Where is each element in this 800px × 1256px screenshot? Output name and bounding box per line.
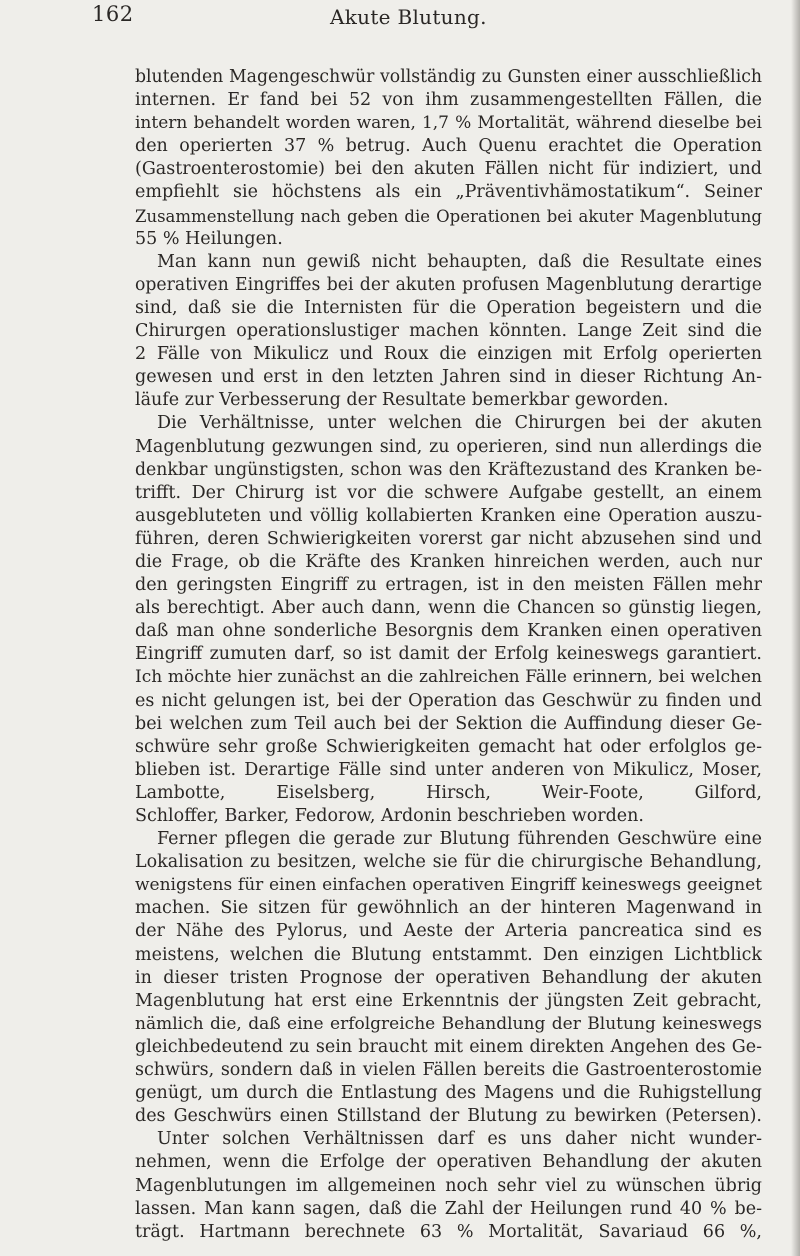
- text-line: schwüre sehr große Schwierigkeiten gemacht hat oder erfolglos ge-: [135, 736, 762, 757]
- body-text: [135, 66, 762, 1244]
- text-line: den geringsten Eingriff zu ertragen, ist in den meisten Fällen mehr: [135, 575, 762, 596]
- running-head: Akute Blutung.: [330, 5, 487, 29]
- text-line: bei welchen zum Teil auch bei der Sektion die Auffindung dieser Ge-: [135, 713, 762, 734]
- text-line: Ich möchte hier zunächst an die zahlreichen Fälle erinnern, bei welchen: [135, 667, 762, 688]
- text-line: Magenblutungen im allgemeinen noch sehr viel zu wünschen übrig: [135, 1175, 762, 1196]
- text-line: sind, daß sie die Internisten für die Operation begeistern und die: [135, 297, 762, 318]
- page-edge-shadow: [791, 0, 800, 1256]
- text-line: Unter solchen Verhältnissen darf es uns daher nicht wunder-: [157, 1129, 762, 1150]
- text-line: machen. Sie sitzen für gewöhnlich an der hinteren Magenwand in: [135, 898, 762, 919]
- text-line: nehmen, wenn die Erfolge der operativen Behandlung der akuten: [135, 1152, 762, 1173]
- text-line: läufe zur Verbesserung der Resultate bemerkbar geworden.: [135, 390, 669, 411]
- text-line: Lambotte, Eiselsberg, Hirsch, Weir-Foote, Gilford,: [135, 782, 762, 803]
- text-line: ausgebluteten und völlig kollabierten Kranken eine Operation auszu-: [135, 505, 762, 526]
- text-line: gleichbedeutend zu sein braucht mit einem direkten Angehen des Ge-: [135, 1036, 762, 1057]
- text-line: Eingriff zumuten darf, so ist damit der Erfolg keineswegs garantiert.: [135, 644, 762, 665]
- text-line: schwürs, sondern daß in vielen Fällen bereits die Gastroenterostomie: [135, 1060, 762, 1081]
- text-line: genügt, um durch die Entlastung des Magens und die Ruhigstellung: [135, 1083, 762, 1104]
- text-line: wenigstens für einen einfachen operativen Eingriff keineswegs geeignet: [135, 875, 762, 896]
- text-line: führen, deren Schwierigkeiten vorerst gar nicht abzusehen sind und: [135, 528, 762, 549]
- text-line: meistens, welchen die Blutung entstammt. Den einzigen Lichtblick: [135, 944, 762, 965]
- text-line: intern behandelt worden waren, 1,7 % Mortalität, während dieselbe bei: [135, 113, 762, 134]
- text-line: es nicht gelungen ist, bei der Operation das Geschwür zu finden und: [135, 690, 762, 711]
- text-line: Magenblutung hat erst eine Erkenntnis der jüngsten Zeit gebracht,: [135, 990, 762, 1011]
- text-line: Man kann nun gewiß nicht behaupten, daß die Resultate eines: [157, 251, 762, 272]
- text-line: denkbar ungünstigsten, schon was den Kräftezustand des Kranken be-: [135, 459, 762, 480]
- text-line: Schloffer, Barker, Fedorow, Ardonin beschrieben worden.: [135, 806, 644, 826]
- text-line: internen. Er fand bei 52 von ihm zusammengestellten Fällen, die: [135, 90, 762, 111]
- text-line: Zusammenstellung nach geben die Operationen bei akuter Magenblutung: [135, 206, 762, 226]
- text-line: Ferner pflegen die gerade zur Blutung führenden Geschwüre eine: [157, 829, 762, 850]
- text-line: Magenblutung gezwungen sind, zu operieren, sind nun allerdings die: [135, 436, 762, 457]
- text-line: empfiehlt sie höchstens als ein „Präventivhämostatikum“. Seiner: [135, 182, 762, 203]
- text-line: 2 Fälle von Mikulicz und Roux die einzigen mit Erfolg operierten: [135, 344, 762, 365]
- text-line: des Geschwürs einen Stillstand der Blutung zu bewirken (Petersen).: [135, 1106, 762, 1127]
- text-line: operativen Eingriffes bei der akuten profusen Magenblutung derartige: [135, 274, 762, 295]
- text-line: blieben ist. Derartige Fälle sind unter anderen von Mikulicz, Moser,: [135, 759, 762, 780]
- text-line: (Gastroenterostomie) bei den akuten Fällen nicht für indiziert, und: [135, 159, 762, 180]
- text-line: als berechtigt. Aber auch dann, wenn die Chancen so günstig liegen,: [135, 598, 762, 619]
- text-line: daß man ohne sonderliche Besorgnis dem Kranken einen operativen: [135, 621, 762, 642]
- text-line: in dieser tristen Prognose der operativen Behandlung der akuten: [135, 967, 762, 988]
- text-line: den operierten 37 % betrug. Auch Quenu erachtet die Operation: [135, 136, 762, 157]
- text-line: gewesen und erst in den letzten Jahren sind in dieser Richtung An-: [135, 367, 762, 388]
- text-line: nämlich die, daß eine erfolgreiche Behandlung der Blutung keineswegs: [135, 1013, 762, 1034]
- text-line: trifft. Der Chirurg ist vor die schwere Aufgabe gestellt, an einem: [135, 482, 762, 503]
- text-line: blutenden Magengeschwür vollständig zu Gunsten einer ausschließlich: [135, 67, 762, 87]
- page-header: [0, 2, 800, 38]
- text-line: Lokalisation zu besitzen, welche sie für die chirurgische Behandlung,: [135, 852, 762, 873]
- text-line: lassen. Man kann sagen, daß die Zahl der Heilungen rund 40 % be-: [135, 1198, 762, 1219]
- text-line: die Frage, ob die Kräfte des Kranken hinreichen werden, auch nur: [135, 551, 762, 572]
- text-line: Die Verhältnisse, unter welchen die Chirurgen bei der akuten: [157, 413, 762, 434]
- text-line: Chirurgen operationslustiger machen könnten. Lange Zeit sind die: [135, 321, 762, 342]
- text-line: der Nähe des Pylorus, und Aeste der Arteria pancreatica sind es: [135, 921, 762, 942]
- text-line: trägt. Hartmann berechnete 63 % Mortalität, Savariaud 66 %,: [135, 1221, 762, 1242]
- page-number: 162: [92, 2, 134, 26]
- text-line: 55 % Heilungen.: [135, 228, 283, 249]
